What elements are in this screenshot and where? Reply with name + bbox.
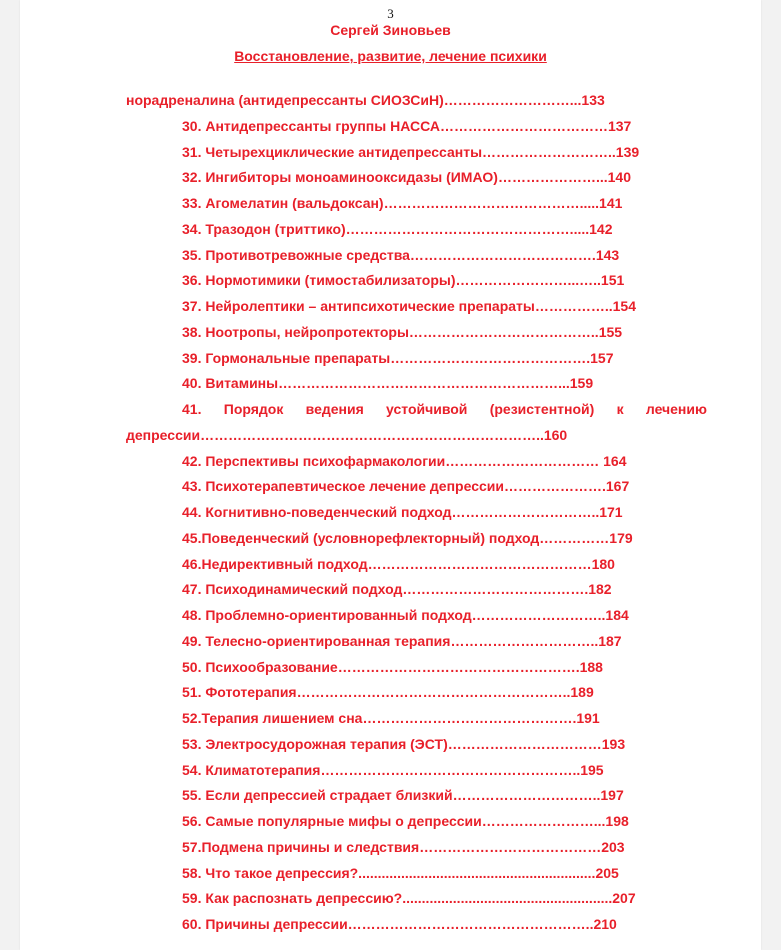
toc-entry: 38. Ноотропы, нейропротекторы…………………………………..155 xyxy=(182,323,623,340)
toc-entry: 30. Антидепрессанты группы НАССА………………………………137 xyxy=(182,117,632,134)
toc-entry: 33. Агомелатин (вальдоксан)…………………………………….....141 xyxy=(182,195,623,211)
toc-entry: 46.Недирективный подход…………………………………………180 xyxy=(182,555,615,572)
page-number: 3 xyxy=(387,6,394,21)
toc-word: 41. xyxy=(182,401,202,417)
toc-entry: норадреналина (антидепрессанты СИОЗСиН)………………………...133 xyxy=(126,92,605,108)
toc-word: Порядок xyxy=(223,401,284,417)
toc-entry: 55. Если депрессией страдает близкий…………………………..197 xyxy=(182,787,624,804)
toc-entry: 58. Что такое депрессия?.............................................................205 xyxy=(182,864,619,881)
toc-entry: 51. Фототерапия…………………………………………………..189 xyxy=(182,684,594,701)
toc-word: устойчивой xyxy=(386,401,468,417)
toc-entry: 59. Как распознать депрессию?......................................................207 xyxy=(182,890,636,907)
toc-entry: 52.Терапия лишением сна……………………………………….191 xyxy=(182,710,600,726)
toc-entry: 35. Противотревожные средства………………………………….143 xyxy=(182,246,620,263)
toc-word: лечению xyxy=(645,401,707,417)
toc-word: (резистентной) xyxy=(489,401,595,417)
toc-entry: 36. Нормотимики (тимостабилизаторы)……………………...…..151 xyxy=(182,272,625,289)
toc-entry: 45.Поведенческий (условнорефлекторный) подход……………179 xyxy=(182,529,633,546)
toc-entry: 40. Витамины……………………………………………………...159 xyxy=(182,375,594,392)
toc-entry: 53. Электросудорожная терапия (ЭСТ)……………………………193 xyxy=(182,735,626,752)
toc-entry: 57.Подмена причины и следствия…………………………………203 xyxy=(182,838,625,855)
toc-entry: 50. Психообразование…………………………………………….188 xyxy=(182,658,603,675)
toc-entry: 44. Когнитивно-поведенческий подход…………………………..171 xyxy=(182,504,623,520)
toc-entry: 47. Психодинамический подход………………………………….182 xyxy=(182,581,612,598)
toc-entry: 42. Перспективы психофармакологии…………………………… 164 xyxy=(182,452,627,469)
book-title: Восстановление, развитие, лечение психики xyxy=(234,48,547,64)
toc-entry xyxy=(182,399,707,419)
toc-entry: 34. Тразодон (триттико)………………………………………….....142 xyxy=(182,220,613,237)
toc-entry: депрессии………………………………………………………………..160 xyxy=(126,426,568,443)
toc-entry: 60. Причины депрессии……………………………………………..210 xyxy=(182,916,617,932)
toc-word: к xyxy=(616,401,624,417)
toc-entry: 37. Нейролептики – антипсихотические препараты……………..154 xyxy=(182,298,636,314)
toc-entry: 48. Проблемно-ориентированный подход………………………..184 xyxy=(182,607,629,623)
toc-entry: 39. Гормональные препараты…………………………………….157 xyxy=(182,349,614,366)
toc-entry: 31. Четырехциклические антидепрессанты………………………..139 xyxy=(182,143,640,160)
author-name: Сергей Зиновьев xyxy=(330,22,451,38)
toc-entry: 56. Самые популярные мифы о депрессии……………………...198 xyxy=(182,813,629,829)
toc-entry: 49. Телесно-ориентированная терапия…………………………..187 xyxy=(182,632,622,649)
toc-entry: 32. Ингибиторы моноаминооксидазы (ИМАО)…………………...140 xyxy=(182,169,631,186)
toc-entry: 54. Климатотерапия………………………………………………..195 xyxy=(182,761,604,778)
toc-word: ведения xyxy=(305,401,364,417)
document-page xyxy=(20,0,761,950)
toc-entry: 43. Психотерапевтическое лечение депрессии………………….167 xyxy=(182,478,630,495)
